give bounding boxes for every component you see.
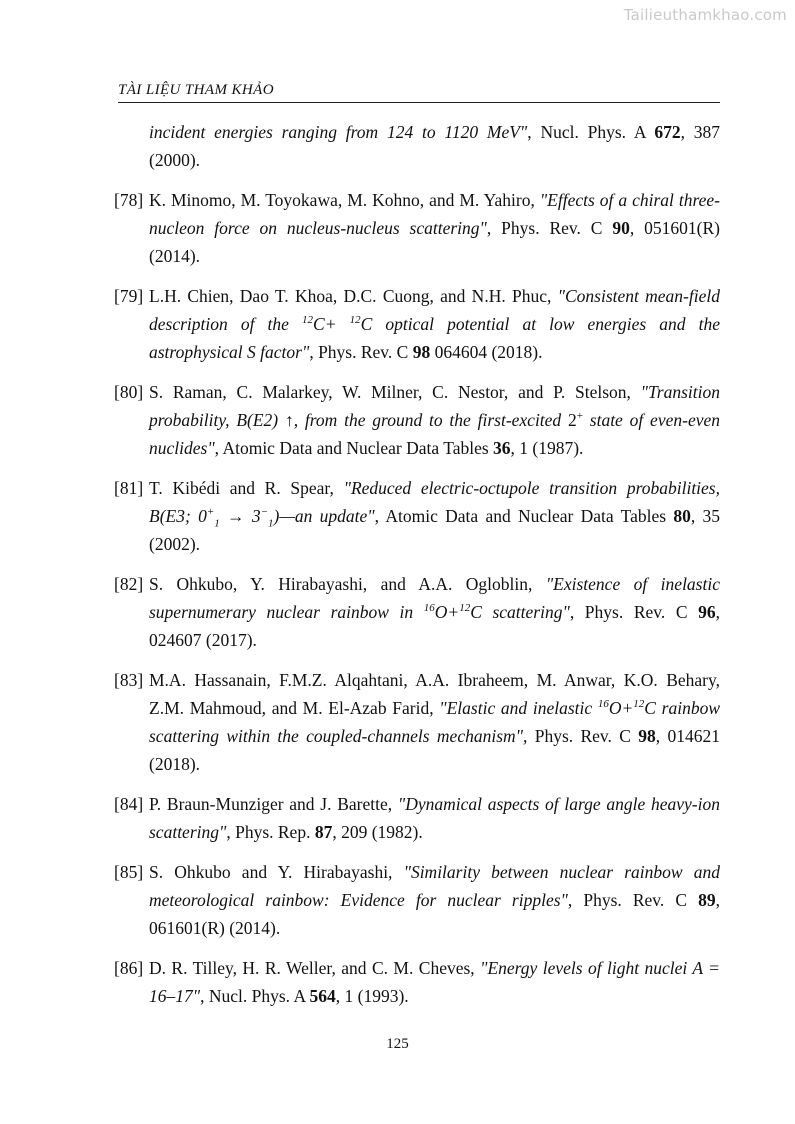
reference-title: incident energies ranging from 124 to 1120 MeV"	[149, 122, 528, 142]
isotope-mass: 12	[459, 602, 471, 615]
reference-details: , 024607 (2017).	[149, 602, 720, 650]
title-part: → 3	[219, 506, 261, 526]
reference-item-80	[114, 378, 720, 462]
reference-item-86	[114, 954, 720, 1010]
isotope-mass: 12	[633, 698, 645, 711]
title-part: "Transition probability, B(E2) ↑, from the ground to the first-excited	[149, 382, 720, 430]
reference-number: [80]	[114, 382, 144, 402]
reference-journal: , Nucl. Phys. A	[200, 986, 310, 1006]
title-part: "Reduced electric-octupole transition probabilities, B(E3; 0	[149, 478, 720, 526]
reference-journal: , Phys. Rev. C	[567, 890, 699, 910]
reference-number: [82]	[114, 574, 144, 594]
reference-volume: 80	[673, 506, 691, 526]
reference-details: , 209 (1982).	[332, 822, 423, 842]
reference-volume: 87	[314, 822, 333, 842]
reference-details: , 387 (2000).	[149, 122, 721, 170]
index-sub: 1	[214, 517, 220, 530]
reference-number: [83]	[114, 670, 144, 690]
reference-details: , 051601(R) (2014).	[149, 218, 720, 266]
reference-authors: M.A. Hassanain, F.M.Z. Alqahtani, A.A. Ibraheem, M. Anwar, K.O. Behary, Z.M. Mahmoud, and M. El-Azab Farid,	[149, 670, 720, 718]
reference-list	[114, 118, 721, 1022]
title-part: C rainbow scattering within the coupled-channels mechanism"	[149, 698, 720, 746]
reference-authors: K. Minomo, M. Toyokawa, M. Kohno, and M. Yahiro,	[149, 190, 540, 210]
watermark: Tailieuthamkhao.com	[623, 6, 787, 24]
reference-title: "Dynamical aspects of large angle heavy-ion scattering"	[149, 794, 720, 842]
reference-authors: S. Raman, C. Malarkey, W. Milner, C. Nestor, and P. Stelson,	[149, 382, 641, 402]
reference-number: [81]	[114, 478, 144, 498]
reference-authors: S. Ohkubo and Y. Hirabayashi,	[149, 862, 404, 882]
title-part: C optical potential at low energies and the astrophysical S factor"	[149, 314, 721, 362]
reference-item-81	[114, 474, 721, 558]
reference-number: [86]	[114, 958, 144, 978]
reference-item-78	[114, 186, 720, 270]
reference-volume: 89	[698, 890, 716, 910]
isotope-mass: 16	[597, 698, 609, 711]
reference-authors: L.H. Chien, Dao T. Khoa, D.C. Cuong, and N.H. Phuc,	[149, 286, 558, 306]
reference-title: "Effects of a chiral three-nucleon force on nucleus-nucleus scattering"	[149, 190, 720, 238]
reference-details: , 061601(R) (2014).	[149, 890, 720, 938]
reference-details: , 014621 (2018).	[149, 726, 720, 774]
page-number: 125	[386, 1036, 409, 1052]
title-part: "Elastic and inelastic	[439, 698, 598, 718]
state-parity: +	[576, 410, 583, 423]
reference-volume: 564	[309, 986, 336, 1006]
reference-authors: T. Kibédi and R. Spear,	[149, 478, 344, 498]
reference-journal: , Phys. Rev. C	[309, 342, 413, 362]
reference-details: , 1 (1987).	[510, 438, 584, 458]
parity-sup: −	[260, 506, 269, 519]
isotope-mass: 12	[349, 314, 361, 327]
running-head: TÀI LIỆU THAM KHẢO	[118, 82, 274, 98]
reference-journal: , Phys. Rev. C	[523, 726, 639, 746]
index-sub: 1	[268, 517, 274, 530]
header-rule	[118, 102, 720, 103]
reference-journal: , Phys. Rev. C	[486, 218, 613, 238]
reference-title: "Similarity between nuclear rainbow and meteorological rainbow: Evidence for nuclear ripples"	[149, 862, 720, 910]
reference-number: [85]	[114, 862, 144, 882]
reference-volume: 90	[612, 218, 630, 238]
isotope-mass: 16	[423, 602, 435, 615]
title-part: C+	[313, 314, 350, 334]
reference-authors: P. Braun-Munziger and J. Barette,	[149, 794, 398, 814]
reference-journal: , Phys. Rep.	[226, 822, 315, 842]
title-part: )—an update"	[273, 506, 375, 526]
reference-continuation	[118, 118, 720, 174]
reference-details: , 1 (1993).	[335, 986, 409, 1006]
title-part: O+	[434, 602, 460, 622]
state-label: 2	[568, 410, 577, 430]
reference-item-83	[114, 666, 720, 778]
reference-journal: , Atomic Data and Nuclear Data Tables	[374, 506, 674, 526]
reference-volume: 98	[412, 342, 431, 362]
reference-number: [84]	[114, 794, 144, 814]
title-part: C scattering"	[470, 602, 570, 622]
reference-item-85	[114, 858, 720, 942]
reference-details: , 35 (2002).	[149, 506, 721, 554]
reference-volume: 36	[493, 438, 511, 458]
reference-journal: , Phys. Rev. C	[569, 602, 699, 622]
reference-number: [78]	[114, 190, 144, 210]
reference-number: [79]	[114, 286, 144, 306]
reference-journal: , Atomic Data and Nuclear Data Tables	[214, 438, 494, 458]
title-part: "Existence of inelastic supernumerary nuclear rainbow in	[149, 574, 720, 622]
reference-item-84	[114, 790, 720, 846]
reference-item-79	[114, 282, 721, 366]
parity-sup: +	[206, 506, 215, 519]
reference-journal: , Nucl. Phys. A	[527, 122, 655, 142]
reference-authors: S. Ohkubo, Y. Hirabayashi, and A.A. Ogloblin,	[149, 574, 546, 594]
title-part: O+	[608, 698, 634, 718]
title-part: state of even-even nuclides"	[149, 410, 720, 458]
isotope-mass: 12	[302, 314, 314, 327]
title-part: "Consistent mean-field description of the	[149, 286, 720, 334]
reference-item-82	[114, 570, 720, 654]
reference-volume: 98	[638, 726, 656, 746]
reference-volume: 96	[698, 602, 716, 622]
reference-authors: D. R. Tilley, H. R. Weller, and C. M. Cheves,	[149, 958, 481, 978]
reference-title: "Energy levels of light nuclei A = 16–17"	[149, 958, 720, 1006]
reference-details: 064604 (2018).	[430, 342, 543, 362]
reference-volume: 672	[654, 122, 681, 142]
